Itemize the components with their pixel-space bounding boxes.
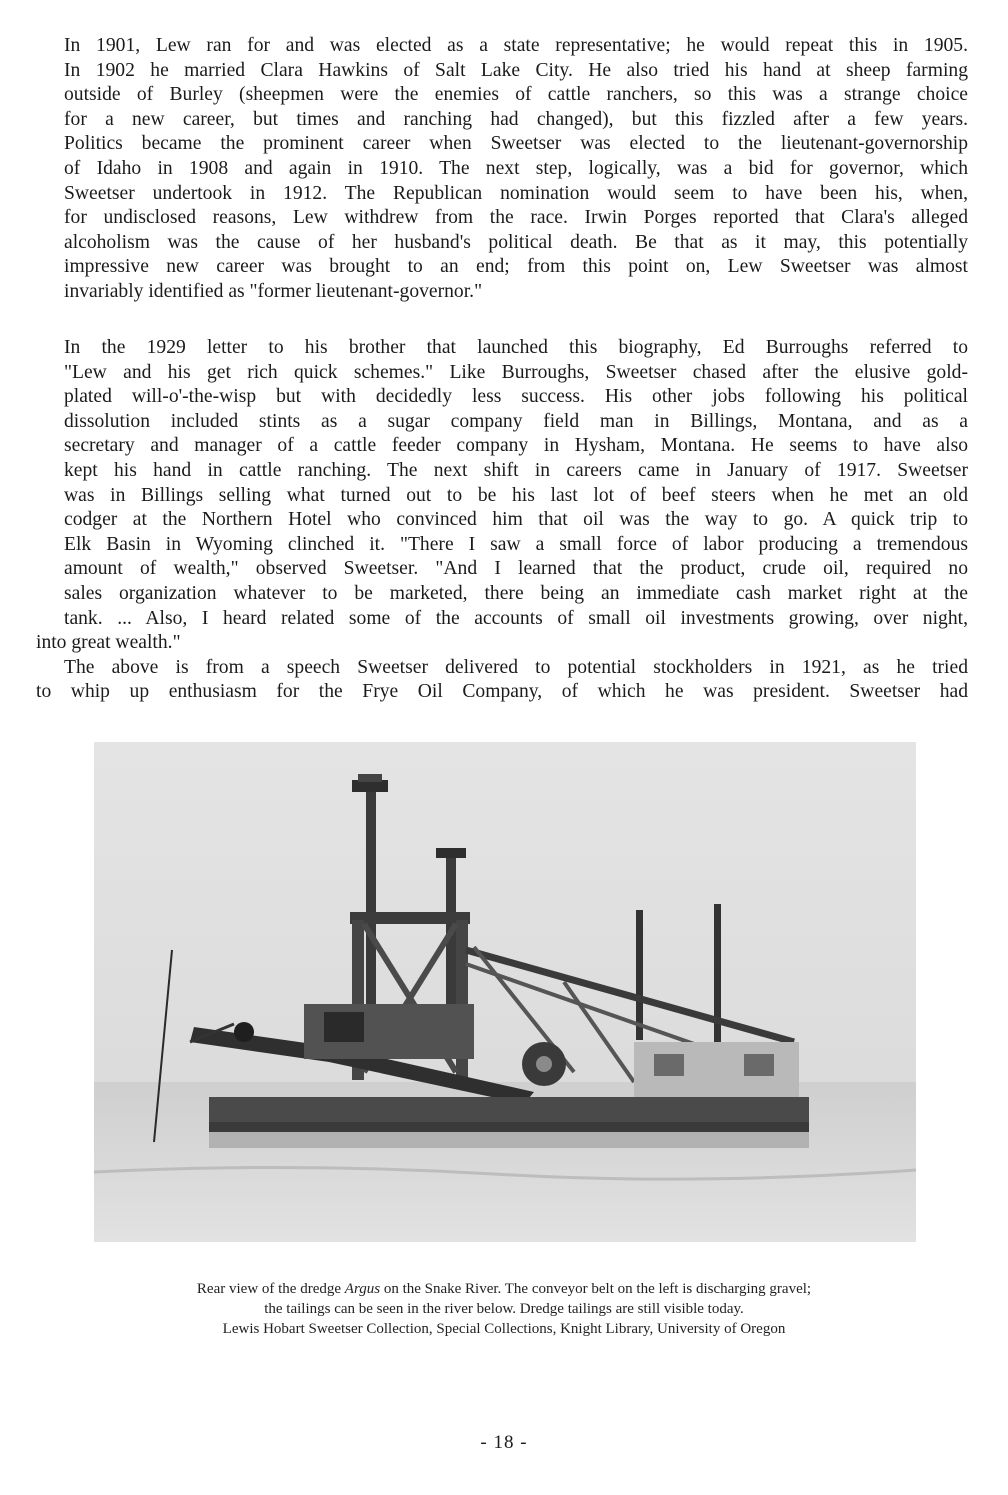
page-number: - 18 - (480, 1432, 528, 1453)
text-line: plated will-o'-the-wisp but with decidedly less success. His other jobs following his political (64, 386, 968, 408)
article-body (36, 34, 968, 329)
text-line: Sweetser undertook in 1912. The Republican nomination would seem to have been his, when, (64, 182, 968, 204)
dredge-photograph (94, 742, 916, 1242)
text-line: dissolution included stints as a sugar company field man in Billings, Montana, and as a (64, 410, 968, 432)
text-line: to whip up enthusiasm for the Frye Oil Company, of which he was president. Sweetser had (36, 681, 968, 703)
text-line: was in Billings selling what turned out to be his last lot of beef steers when he met an old (64, 484, 968, 506)
caption-suffix: on the Snake River. The conveyor belt on the left is discharging gravel; (380, 1281, 812, 1297)
text-line: tank. ... Also, I heard related some of the accounts of small oil investments growing, over night, (64, 607, 968, 629)
caption-line-2: the tailings can be seen in the river below. Dredge tailings are still visible today. (264, 1301, 744, 1317)
text-line: sales organization whatever to be marketed, there being an immediate cash market right at the (64, 582, 968, 604)
text-line: secretary and manager of a cattle feeder company in Hysham, Montana. He seems to have also (64, 435, 968, 457)
text-line: for a new career, but times and ranching had changed), but this fizzled after a few years. (64, 108, 968, 130)
caption-prefix: Rear view of the dredge (196, 1281, 345, 1297)
paragraph-3 (36, 656, 968, 705)
text-line: amount of wealth," observed Sweetser. "And I learned that the product, crude oil, required no (64, 558, 968, 580)
text-line: The above is from a speech Sweetser delivered to potential stockholders in 1921, as he tried (64, 656, 968, 678)
text-line: for undisclosed reasons, Lew withdrew from the race. Irwin Porges reported that Clara's alleged (64, 207, 968, 229)
text-line: In 1901, Lew ran for and was elected as a state representative; he would repeat this in 1905. (64, 35, 968, 56)
text-line: impressive new career was brought to an end; from this point on, Lew Sweetser was almost (64, 256, 968, 278)
text-line: of Idaho in 1908 and again in 1910. The next step, logically, was a bid for governor, which (64, 157, 968, 179)
text-line: alcoholism was the cause of her husband's political death. Be that as it may, this potentially (64, 231, 968, 253)
text-line: into great wealth." (36, 632, 181, 654)
text-line: Elk Basin in Wyoming clinched it. "There I saw a small force of labor producing a tremendous (64, 533, 968, 555)
caption-credit: Lewis Hobart Sweetser Collection, Special Collections, Knight Library, University of Oregon (222, 1321, 786, 1337)
text-line: outside of Burley (sheepmen were the enemies of cattle ranchers, so this was a strange choice (64, 84, 968, 106)
article-body-continued (36, 336, 968, 705)
paragraph-1 (36, 34, 968, 305)
text-line: Politics became the prominent career when Sweetser was elected to the lieutenant-governorship (64, 133, 968, 155)
photo-caption (40, 1279, 968, 1339)
caption-line-1 (40, 1279, 968, 1299)
vessel-name: Argus (344, 1281, 381, 1297)
paragraph-2 (36, 336, 968, 656)
text-line: kept his hand in cattle ranching. The next shift in careers came in January of 1917. Sweetser (64, 459, 968, 481)
text-line: In the 1929 letter to his brother that launched this biography, Ed Burroughs referred to (64, 337, 968, 358)
text-line: codger at the Northern Hotel who convinced him that oil was the way to go. A quick trip to (64, 509, 968, 531)
text-line: "Lew and his get rich quick schemes." Like Burroughs, Sweetser chased after the elusive gold- (64, 361, 968, 383)
text-line: invariably identified as "former lieutenant-governor." (64, 280, 483, 302)
text-line: In 1902 he married Clara Hawkins of Salt Lake City. He also tried his hand at sheep farming (64, 59, 968, 81)
